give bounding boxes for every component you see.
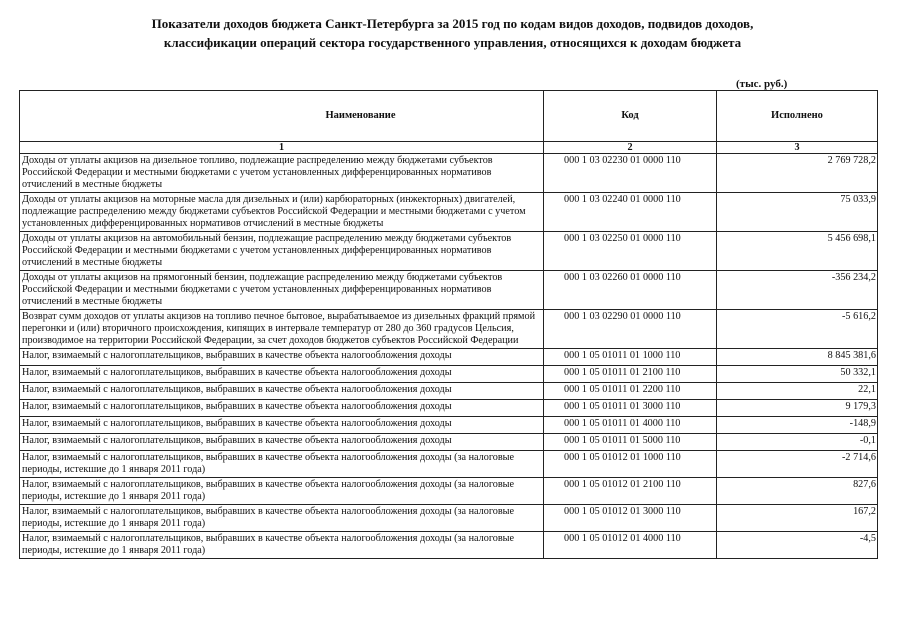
table-row (20, 310, 878, 349)
table-row (20, 451, 878, 478)
row-value: -4,5 (717, 532, 878, 559)
row-value: -356 234,2 (717, 271, 878, 310)
row-code: 000 1 05 01011 01 3000 110 (544, 400, 717, 417)
row-code: 000 1 05 01011 01 2200 110 (544, 383, 717, 400)
table-row (20, 193, 878, 232)
header-code: Код (544, 91, 717, 142)
row-name: Налог, взимаемый с налогоплательщиков, выбравших в качестве объекта налогообложения доходы (за налоговые периоды, истекшие до 1 января 2011 года) (20, 451, 544, 478)
table-row (20, 349, 878, 366)
row-name: Доходы от уплаты акцизов на моторные масла для дизельных и (или) карбюраторных (инжекторных) двигателей, подлежащие распределению между бюджетами субъектов Российской Федерации и местными бюджетами с учетом установленных дифференцированных нормативов отчислений в местные бюджеты (20, 193, 544, 232)
row-value: 2 769 728,2 (717, 154, 878, 193)
row-name: Налог, взимаемый с налогоплательщиков, выбравших в качестве объекта налогообложения доходы (20, 434, 544, 451)
row-name: Доходы от уплаты акцизов на автомобильный бензин, подлежащие распределению между бюджетами субъектов Российской Федерации и местными бюджетами с учетом установленных дифференцированных нормативов отчислений в местные бюджеты (20, 232, 544, 271)
row-value: -5 616,2 (717, 310, 878, 349)
row-value: 9 179,3 (717, 400, 878, 417)
row-value: 75 033,9 (717, 193, 878, 232)
table-row (20, 505, 878, 532)
row-code: 000 1 05 01012 01 4000 110 (544, 532, 717, 559)
row-value: 5 456 698,1 (717, 232, 878, 271)
document-title (0, 14, 905, 52)
column-number-3: 3 (717, 142, 878, 154)
row-code: 000 1 05 01011 01 2100 110 (544, 366, 717, 383)
row-value: 50 332,1 (717, 366, 878, 383)
row-value: -2 714,6 (717, 451, 878, 478)
table-row (20, 383, 878, 400)
row-code: 000 1 03 02230 01 0000 110 (544, 154, 717, 193)
row-value: 22,1 (717, 383, 878, 400)
title-line-1: Показатели доходов бюджета Санкт-Петербурга за 2015 год по кодам видов доходов, подвидов доходов, (151, 16, 754, 31)
column-number-2: 2 (544, 142, 717, 154)
row-name: Налог, взимаемый с налогоплательщиков, выбравших в качестве объекта налогообложения доходы (20, 366, 544, 383)
row-code: 000 1 03 02250 01 0000 110 (544, 232, 717, 271)
row-name: Налог, взимаемый с налогоплательщиков, выбравших в качестве объекта налогообложения доходы (20, 417, 544, 434)
row-name: Доходы от уплаты акцизов на прямогонный бензин, подлежащие распределению между бюджетами субъектов Российской Федерации и местными бюджетами с учетом установленных дифференцированных нормативов отчислений в местные бюджеты (20, 271, 544, 310)
table-row (20, 154, 878, 193)
table-row (20, 400, 878, 417)
row-name: Доходы от уплаты акцизов на дизельное топливо, подлежащие распределению между бюджетами субъектов Российской Федерации и местными бюджетами с учетом установленных дифференцированных нормативов отчислений в местные бюджеты (20, 154, 544, 193)
row-value: 8 845 381,6 (717, 349, 878, 366)
row-value: 167,2 (717, 505, 878, 532)
column-number-row (20, 142, 878, 154)
title-line-2: классификации операций сектора государственного управления, относящихся к доходам бюджета (163, 35, 742, 50)
row-code: 000 1 05 01011 01 4000 110 (544, 417, 717, 434)
row-code: 000 1 03 02290 01 0000 110 (544, 310, 717, 349)
table-row (20, 232, 878, 271)
table-row (20, 478, 878, 505)
header-value: Исполнено (717, 91, 878, 142)
table-row (20, 532, 878, 559)
row-name: Налог, взимаемый с налогоплательщиков, выбравших в качестве объекта налогообложения доходы (за налоговые периоды, истекшие до 1 января 2011 года) (20, 478, 544, 505)
row-code: 000 1 05 01011 01 1000 110 (544, 349, 717, 366)
column-number-1: 1 (20, 142, 544, 154)
row-code: 000 1 03 02260 01 0000 110 (544, 271, 717, 310)
row-name: Возврат сумм доходов от уплаты акцизов на топливо печное бытовое, вырабатываемое из дизельных фракций прямой перегонки и (или) вторичного происхождения, кипящих в интервале температур от 280 до 360 градусов Цельсия, производимое на территории Российской Федерации, за счет доходов бюджетов субъектов Российской Федерации (20, 310, 544, 349)
row-code: 000 1 05 01011 01 5000 110 (544, 434, 717, 451)
row-name: Налог, взимаемый с налогоплательщиков, выбравших в качестве объекта налогообложения доходы (за налоговые периоды, истекшие до 1 января 2011 года) (20, 532, 544, 559)
table-row (20, 271, 878, 310)
row-code: 000 1 05 01012 01 2100 110 (544, 478, 717, 505)
row-name: Налог, взимаемый с налогоплательщиков, выбравших в качестве объекта налогообложения доходы (20, 400, 544, 417)
row-name: Налог, взимаемый с налогоплательщиков, выбравших в качестве объекта налогообложения доходы (20, 383, 544, 400)
revenue-table (19, 90, 878, 559)
row-value: -148,9 (717, 417, 878, 434)
table-row (20, 434, 878, 451)
row-code: 000 1 05 01012 01 1000 110 (544, 451, 717, 478)
row-code: 000 1 05 01012 01 3000 110 (544, 505, 717, 532)
row-code: 000 1 03 02240 01 0000 110 (544, 193, 717, 232)
units-label: (тыс. руб.) (736, 78, 788, 90)
row-value: 827,6 (717, 478, 878, 505)
row-value: -0,1 (717, 434, 878, 451)
row-name: Налог, взимаемый с налогоплательщиков, выбравших в качестве объекта налогообложения доходы (20, 349, 544, 366)
table-header-row (20, 91, 878, 142)
header-name: Наименование (20, 91, 544, 142)
row-name: Налог, взимаемый с налогоплательщиков, выбравших в качестве объекта налогообложения доходы (за налоговые периоды, истекшие до 1 января 2011 года) (20, 505, 544, 532)
table-row (20, 366, 878, 383)
table-row (20, 417, 878, 434)
